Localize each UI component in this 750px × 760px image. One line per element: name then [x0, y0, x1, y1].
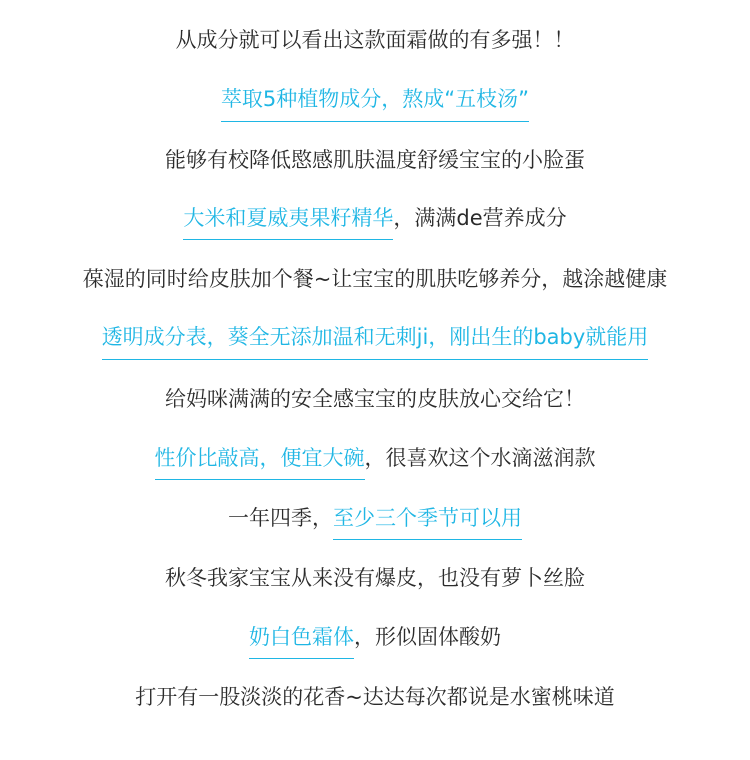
highlighted-text: 奶白色霜体 — [249, 622, 354, 659]
plain-text: ，很喜欢这个水滴滋润款 — [364, 446, 596, 470]
text-line-9 — [0, 503, 750, 540]
text-line-6 — [0, 322, 750, 360]
highlighted-text: 至少三个季节可以用 — [333, 503, 522, 540]
highlighted-text: 透明成分表，葵全无添加温和无刺ji，刚出生的baby就能用 — [102, 322, 649, 360]
text-line-8 — [0, 443, 750, 480]
text-line-5 — [0, 264, 750, 294]
plain-text: 给妈咪满满的安全感宝宝的皮肤放心交给它！ — [165, 387, 585, 411]
text-line-3 — [0, 145, 750, 175]
plain-text: 一年四季， — [228, 506, 333, 530]
highlighted-text: 大米和夏威夷果籽精华 — [183, 203, 393, 240]
text-line-2 — [0, 84, 750, 122]
highlighted-text: 萃取5种植物成分，熬成“五枝汤” — [221, 84, 529, 122]
text-line-10 — [0, 563, 750, 593]
plain-text: ，形似固体酸奶 — [354, 625, 501, 649]
text-line-12 — [0, 682, 750, 712]
text-line-11 — [0, 622, 750, 659]
highlighted-text: 性价比敲高，便宜大碗 — [155, 443, 365, 480]
plain-text: 葆湿的同时给皮肤加个餐~让宝宝的肌肤吃够养分，越涂越健康 — [82, 267, 668, 291]
plain-text: 从成分就可以看出这款面霜做的有多强！！ — [175, 28, 575, 52]
plain-text: 打开有一股淡淡的花香~达达每次都说是水蜜桃味道 — [135, 685, 615, 709]
plain-text: ，满满de营养成分 — [393, 206, 567, 230]
text-line-1 — [0, 25, 750, 55]
plain-text: 秋冬我家宝宝从来没有爆皮，也没有萝卜丝脸 — [165, 566, 585, 590]
text-line-7 — [0, 384, 750, 414]
text-line-4 — [0, 203, 750, 240]
plain-text: 能够有校降低愍感肌肤温度舒缓宝宝的小脸蛋 — [165, 148, 585, 172]
